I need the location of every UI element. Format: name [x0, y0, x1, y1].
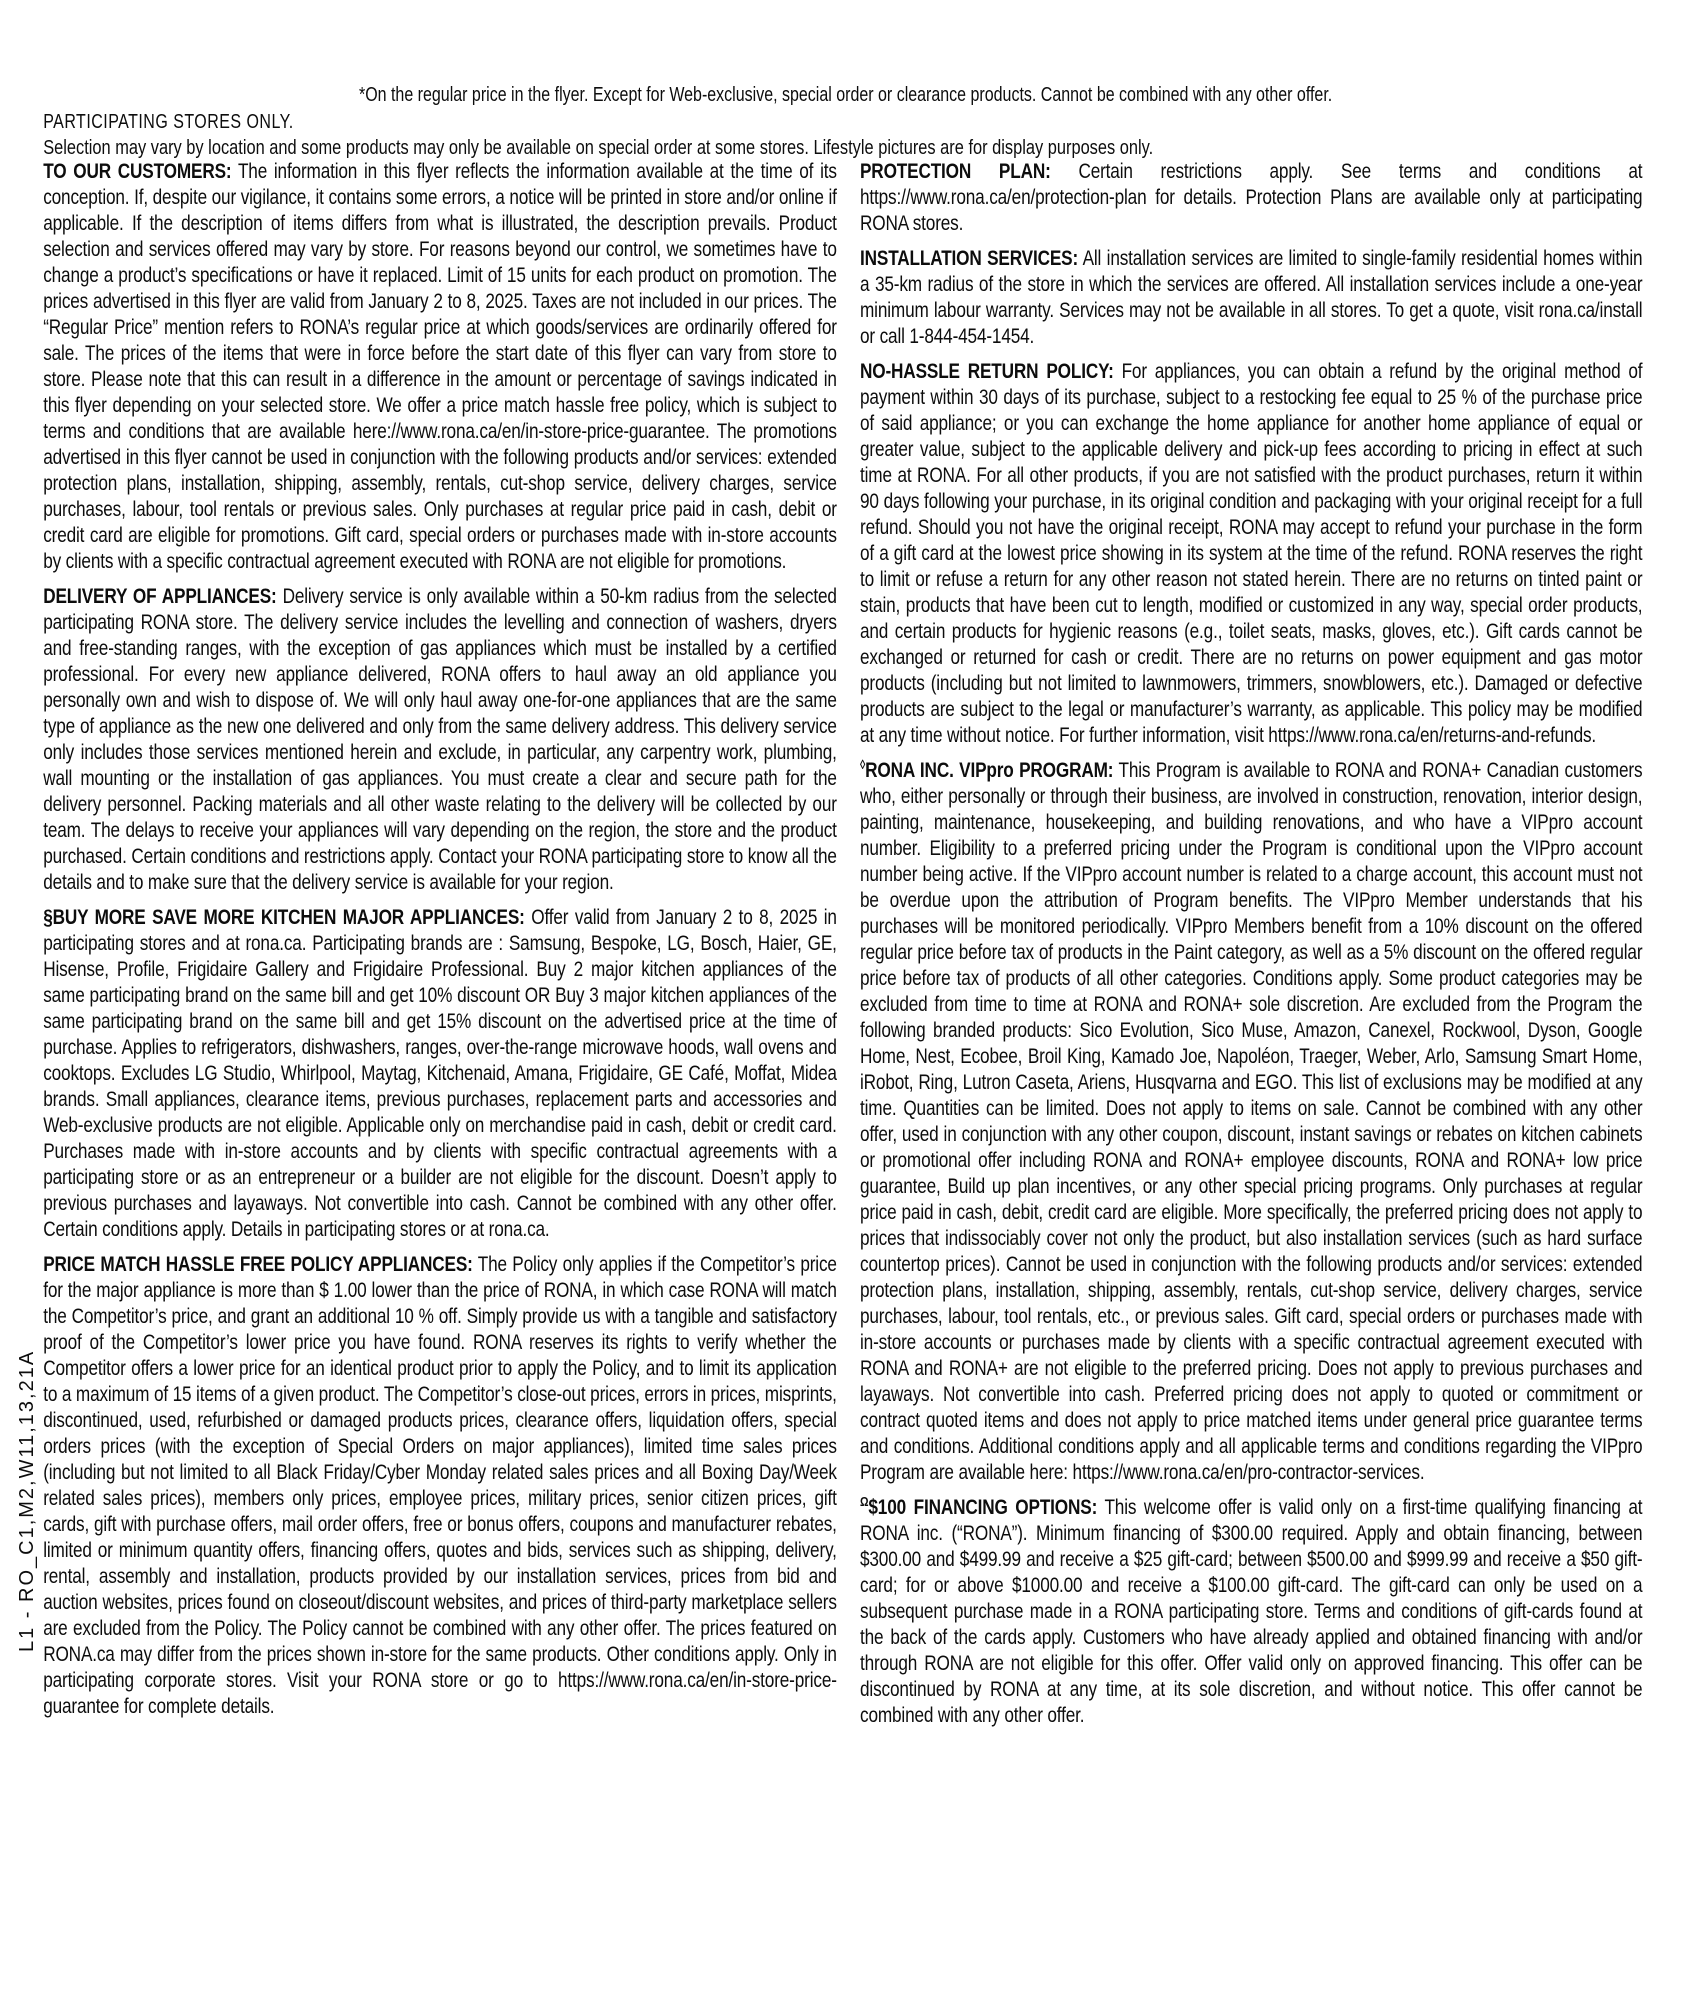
- section-heading: PROTECTION PLAN:: [860, 159, 1051, 183]
- section-heading: INSTALLATION SERVICES:: [860, 246, 1079, 270]
- participating-stores-line: PARTICIPATING STORES ONLY.: [43, 111, 294, 133]
- section-heading: $100 FINANCING OPTIONS:: [868, 1495, 1098, 1519]
- section-body: The information in this flyer reflects the information available at the time of its conception. If, despite our vigilance, it contains some errors, a notice will be printed in store and/or online if applicable. If the description of items differs from what is illustrated, the description prevails. Product selection and services offered may vary by store. For reasons beyond our control, we sometimes have to change a product’s specifications or have it replaced. Limit of 15 units for each product on promotion. The prices advertised in this flyer are valid from January 2 to 8, 2025. Taxes are not included in our prices. The “Regular Price” mention refers to RONA’s regular price at which goods/services are ordinarily offered for sale. The prices of the items that were in force before the start date of this flyer can vary from store to store. Please note that this can result in a difference in the amount or percentage of savings indicated in this flyer depending on your selected store. We offer a price match hassle free policy, which is subject to terms and conditions that are available here://www.rona.ca/en/in-store-price-guarantee. The promotions advertised in this flyer cannot be used in conjunction with the following products and/or services: extended protection plans, installation, shipping, assembly, rentals, cut-shop service, delivery charges, service purchases, labour, tool rentals or previous sales. Only purchases at regular price paid in cash, debit or credit card are eligible for promotions. Gift card, special orders or purchases made with in-store accounts by clients with a specific contractual agreement executed with RONA are not eligible for promotions.: [43, 159, 837, 573]
- section-body: Certain restrictions apply. See terms and conditions at https://www.rona.ca/en/protection-plan for details. Protection Plans are available only at participating RONA stores.: [860, 159, 1643, 235]
- section-body: This welcome offer is valid only on a first-time qualifying financing at RONA inc. (“RONA”). Minimum financing of $300.00 required. Apply and obtain financing, between $300.00 and $499.99 and receive a $25 gift-card; between $500.00 and $999.99 and receive a $50 gift-card; for or above $1000.00 and receive a $100.00 gift-card. The gift-card can only be used on a subsequent purchase made in a RONA participating store. Terms and conditions of gift-cards found at the back of the cards apply. Customers who have already applied and obtained financing with and/or through RONA are not eligible for this offer. Offer valid only on approved financing. This offer can be discontinued by RONA at any time, at its sole discretion, and without notice. This offer cannot be combined with any other offer.: [860, 1495, 1643, 1727]
- section-heading: RONA INC. VIPpro PROGRAM:: [865, 758, 1114, 782]
- section-no-hassle-return-policy: [860, 358, 1642, 748]
- section-body: All installation services are limited to single-family residential homes within a 35-km radius of the store in which the services are offered. All installation services include a one-year minimum labour warranty. Services may not be available in all stores. To get a quote, visit rona.ca/install or call 1-844-454-1454.: [860, 246, 1643, 348]
- section-body: Delivery service is only available within a 50-km radius from the selected participating RONA store. The delivery service includes the levelling and connection of washers, dryers and free-standing ranges, with the exception of gas appliances which must be installed by a certified professional. For every new appliance delivered, RONA offers to haul away an old appliance you personally own and wish to dispose of. We will only haul away one-for-one appliances that are the same type of appliance as the new one delivered and only from the same delivery address. This delivery service only includes those services mentioned herein and exclude, in particular, any carpentry work, plumbing, wall mounting or the installation of gas appliances. You must create a clear and secure path for the delivery personnel. Packing materials and all other waste relating to the delivery will be collected by our team. The delays to receive your appliances will vary depending on the region, the store and the product purchased. Certain conditions and restrictions apply. Contact your RONA participating store to know all the details and to make sure that the delivery service is available for your region.: [43, 584, 837, 894]
- section-financing-options: [860, 1494, 1642, 1728]
- section-heading: DELIVERY OF APPLIANCES:: [43, 584, 277, 608]
- section-delivery-of-appliances: [43, 583, 837, 895]
- section-to-our-customers: [43, 158, 837, 574]
- selection-note-line: Selection may vary by location and some products may only be available on special order at some stores. Lifestyle pictures are for display purposes only.: [43, 136, 1154, 159]
- left-column: [43, 158, 837, 1719]
- right-column: [860, 158, 1642, 1728]
- edge-print-code: L1 - RO_C1,M2,W11,13,21A: [16, 1349, 38, 1652]
- section-body: The Policy only applies if the Competitor’s price for the major appliance is more than $ 1.00 lower than the price of RONA, in which case RONA will match the Competitor’s price, and grant an additional 10 % off. Simply provide us with a tangible and satisfactory proof of the Competitor’s lower price you have found. RONA reserves its rights to verify whether the Competitor offers a lower price for an identical product prior to apply the Policy, and to limit its application to a maximum of 15 items of a given product. The Competitor’s close-out prices, errors in prices, misprints, discontinued, used, refurbished or damaged products prices, clearance offers, liquidation offers, special orders prices (with the exception of Special Orders on major appliances), limited time sales prices (including but not limited to all Black Friday/Cyber Monday related sales prices and all Boxing Day/Week related sales prices), members only prices, employee prices, military prices, senior citizen prices, gift cards, gift with purchase offers, mail order offers, free or bonus offers, coupons and manufacturer rebates, limited or minimum quantity offers, financing offers, quotes and bids, services such as shipping, delivery, rental, assembly and installation, products provided by our installation services, prices from bid and auction websites, prices found on closeout/discount websites, and prices of third-party marketplace sellers are excluded from the Policy. The Policy cannot be combined with any other offer. The prices featured on RONA.ca may differ from the prices shown in-store for the same products. Other conditions apply. Only in participating corporate stores. Visit your RONA store or go to https://www.rona.ca/en/in-store-price-guarantee for complete details.: [43, 1252, 837, 1718]
- top-disclaimer-note: *On the regular price in the flyer. Except for Web-exclusive, special order or clearance products. Cannot be combined with any other offer.: [358, 84, 1333, 106]
- section-prefix: ◊: [860, 756, 866, 772]
- section-prefix: Ω: [860, 1493, 869, 1509]
- section-heading: TO OUR CUSTOMERS:: [43, 159, 232, 183]
- section-body: This Program is available to RONA and RONA+ Canadian customers who, either personally or through their business, are involved in construction, renovation, interior design, painting, maintenance, housekeeping, and building renovations, and who have a VIPpro account number. Eligibility to a preferred pricing under the Program is conditional upon the VIPpro account number being active. If the VIPpro account number is related to a charge account, this account must not be overdue upon the attribution of Program benefits. The VIPpro Member understands that his purchases will be monitored periodically. VIPpro Members benefit from a 10% discount on the offered regular price before tax of products in the Paint category, as well as a 5% discount on the offered regular price before tax of products of all other categories. Conditions apply. Some product categories may be excluded from time to time at RONA and RONA+ sole discretion. Are excluded from the Program the following branded products: Sico Evolution, Sico Muse, Amazon, Canexel, Rockwool, Dyson, Google Home, Nest, Ecobee, Broil King, Kamado Joe, Napoléon, Traeger, Weber, Arlo, Samsung Smart Home, iRobot, Ring, Lutron Caseta, Ariens, Husqvarna and EGO. This list of exclusions may be modified at any time. Quantities can be limited. Does not apply to items on sale. Cannot be combined with any other offer, used in conjunction with any other coupon, discount, instant savings or rebates on kitchen cabinets or promotional offer including RONA and RONA+ employee discounts, RONA and RONA+ low price guarantee, Build up plan incentives, or any other special pricing programs. Only purchases at regular price paid in cash, debit, credit card are eligible. More specifically, the preferred pricing does not apply to prices that indissociably cover not only the product, but also installation services (such as hard surface countertop prices). Cannot be used in conjunction with the following products and/or services: extended protection plans, installation, shipping, assembly, rentals, cut-shop service, delivery charges, service purchases, labour, tool rentals, etc., or previous sales. Gift card, special orders or purchases made with in-store accounts or purchases made by clients with a specific contractual agreement executed with RONA and RONA+ are not eligible to the preferred pricing. Does not apply to previous purchases and layaways. Not convertible into cash. Preferred pricing does not apply to quoted or commitment or contract quoted items and does not apply to price matched items under general price guarantee terms and conditions. Additional conditions apply and all applicable terms and conditions regarding the VIPpro Program are available here: https://www.rona.ca/en/pro-contractor-services.: [860, 758, 1643, 1484]
- section-installation-services: [860, 245, 1642, 349]
- section-vippro-program: [860, 757, 1642, 1485]
- section-buy-more-save-more: [43, 904, 837, 1242]
- section-heading: §BUY MORE SAVE MORE KITCHEN MAJOR APPLIANCES:: [43, 905, 525, 929]
- section-body: Offer valid from January 2 to 8, 2025 in participating stores and at rona.ca. Participating brands are : Samsung, Bespoke, LG, Bosch, Haier, GE, Hisense, Profile, Frigidaire Gallery and Frigidaire Professional. Buy 2 major kitchen appliances of the same participating brand on the same bill and get 10% discount OR Buy 3 major kitchen appliances of the same participating brand on the same bill and get 15% discount on the advertised price at the time of purchase. Applies to refrigerators, dishwashers, ranges, over-the-range microwave hoods, wall ovens and cooktops. Excludes LG Studio, Whirlpool, Maytag, Kitchenaid, Amana, Frigidaire, GE Café, Moffat, Midea brands. Small appliances, clearance items, previous purchases, replacement parts and accessories and Web-exclusive products are not eligible. Applicable only on merchandise paid in cash, debit or credit card. Purchases made with in-store accounts and by clients with specific contractual agreements with a participating store or as an entrepreneur or a builder are not eligible for the discount. Doesn’t apply to previous purchases and layaways. Not convertible into cash. Cannot be combined with any other offer. Certain conditions apply. Details in participating stores or at rona.ca.: [43, 905, 837, 1241]
- section-price-match-policy: [43, 1251, 837, 1719]
- section-heading: NO-HASSLE RETURN POLICY:: [860, 359, 1114, 383]
- section-body: For appliances, you can obtain a refund by the original method of payment within 30 days of its purchase, subject to a restocking fee equal to 25 % of the purchase price of said appliance; or you can exchange the home appliance for another home appliance of equal or greater value, subject to the applicable delivery and pick-up fees according to pricing in effect at such time at RONA. For all other products, if you are not satisfied with the product purchases, return it within 90 days following your purchase, in its original condition and packaging with your original receipt for a full refund. Should you not have the original receipt, RONA may accept to refund your purchase in the form of a gift card at the lowest price showing in its system at the time of the refund. RONA reserves the right to limit or refuse a return for any other reason not stated herein. There are no returns on tinted paint or stain, products that have been cut to length, modified or customized in any way, special order products, and certain products for hygienic reasons (e.g., toilet seats, masks, gloves, etc.). Gift cards cannot be exchanged or returned for cash or credit. There are no returns on power equipment and gas motor products (including but not limited to lawnmowers, trimmers, snowblowers, etc.). Damaged or defective products are subject to the legal or manufacturer’s warranty, as applicable. This policy may be modified at any time without notice. For further information, visit https://www.rona.ca/en/returns-and-refunds.: [860, 359, 1643, 747]
- section-heading: PRICE MATCH HASSLE FREE POLICY APPLIANCES:: [43, 1252, 473, 1276]
- section-protection-plan: [860, 158, 1642, 236]
